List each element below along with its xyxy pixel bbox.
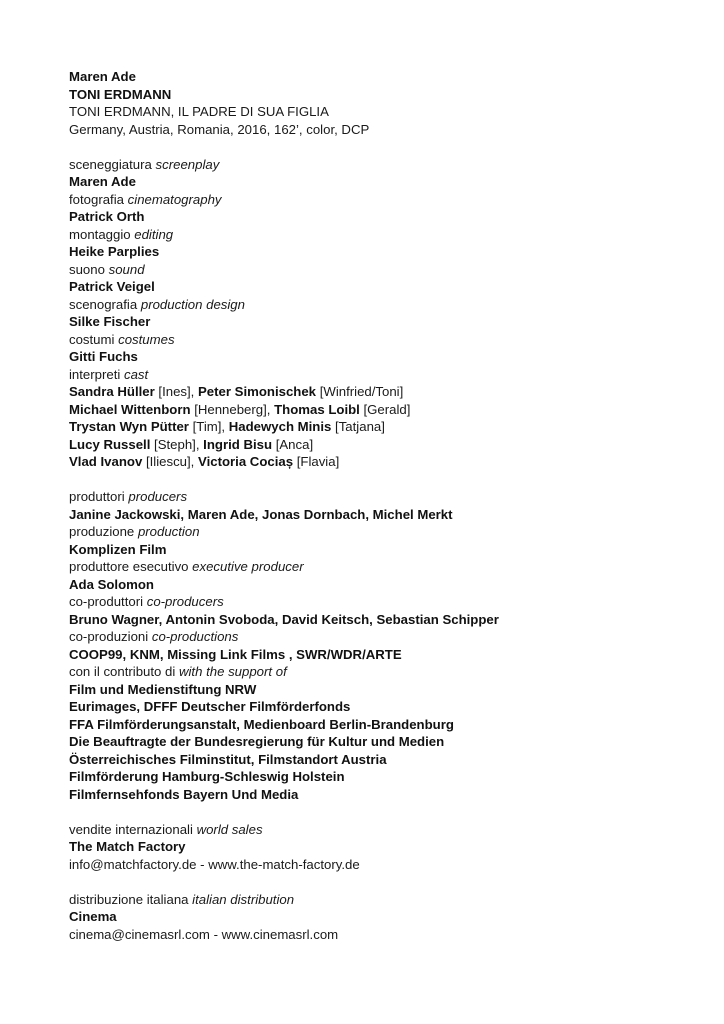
support-line: Filmförderung Hamburg-Schleswig Holstein: [69, 769, 345, 784]
support-line: FFA Filmförderungsanstalt, Medienboard Berlin-Brandenburg: [69, 716, 454, 732]
cast-row: Vlad Ivanov [Iliescu], Victoria Cociaș [Flavia]: [69, 454, 340, 469]
co-productions-value: COOP99, KNM, Missing Link Films , SWR/WDR/ARTE: [69, 646, 402, 662]
screenplay-name: Maren Ade: [69, 174, 136, 189]
world-sales-label: vendite internazionali world sales: [69, 821, 263, 837]
support-line: Die Beauftragte der Bundesregierung für Kultur und Medien: [69, 734, 445, 749]
support-label: con il contributo di with the support of: [69, 664, 287, 679]
producers-label: produttori producers: [69, 489, 188, 504]
world-sales-contact: info@matchfactory.de - www.the-match-factory.de: [69, 856, 360, 872]
support-line: Eurimages, DFFF Deutscher Filmförderfonds: [69, 699, 351, 714]
co-producers-value: Bruno Wagner, Antonin Svoboda, David Keitsch, Sebastian Schipper: [69, 611, 499, 627]
editing-name: Heike Parplies: [69, 244, 160, 259]
cast-row: Trystan Wyn Pütter [Tim], Hadewych Minis [Tatjana]: [69, 419, 385, 434]
support-line: Filmfernsehfonds Bayern Und Media: [69, 786, 299, 802]
cast-row: Sandra Hüller [Ines], Peter Simonischek [Winfried/Toni]: [69, 384, 404, 399]
italian-distribution-company: Cinema: [69, 909, 117, 924]
cinematography-name: Patrick Orth: [69, 209, 145, 224]
costumes-label: costumi costumes: [69, 331, 175, 347]
cinematography-label: fotografia cinematography: [69, 191, 222, 207]
cast-row: Lucy Russell [Steph], Ingrid Bisu [Anca]: [69, 436, 314, 452]
sound-name: Patrick Veigel: [69, 279, 155, 294]
executive-producer-label: produttore esecutivo executive producer: [69, 559, 304, 574]
executive-producer-value: Ada Solomon: [69, 576, 154, 592]
production-design-label: scenografia production design: [69, 296, 245, 312]
support-line: Film und Medienstiftung NRW: [69, 681, 257, 697]
film-title: TONI ERDMANN: [69, 86, 172, 102]
italian-distribution-contact: cinema@cinemasrl.com - www.cinemasrl.com: [69, 926, 339, 942]
film-info: Germany, Austria, Romania, 2016, 162’, color, DCP: [69, 121, 370, 137]
production-design-name: Silke Fischer: [69, 314, 151, 329]
sound-label: suono sound: [69, 261, 145, 277]
credits-sheet: [69, 68, 689, 943]
production-label: produzione production: [69, 524, 200, 539]
producers-value: Janine Jackowski, Maren Ade, Jonas Dornbach, Michel Merkt: [69, 506, 453, 522]
italian-distribution-label: distribuzione italiana italian distribution: [69, 891, 295, 907]
co-producers-label: co-produttori co-producers: [69, 594, 224, 609]
co-productions-label: co-produzioni co-productions: [69, 629, 239, 644]
italian-title: TONI ERDMANN, IL PADRE DI SUA FIGLIA: [69, 104, 329, 119]
cast-row: Michael Wittenborn [Henneberg], Thomas Loibl [Gerald]: [69, 401, 411, 417]
director-name: Maren Ade: [69, 69, 136, 84]
costumes-name: Gitti Fuchs: [69, 349, 138, 364]
screenplay-label: sceneggiatura screenplay: [69, 156, 220, 172]
cast-label: interpreti cast: [69, 366, 149, 382]
support-line: Österreichisches Filminstitut, Filmstandort Austria: [69, 751, 387, 767]
production-value: Komplizen Film: [69, 541, 167, 557]
editing-label: montaggio editing: [69, 226, 174, 242]
world-sales-company: The Match Factory: [69, 839, 186, 854]
